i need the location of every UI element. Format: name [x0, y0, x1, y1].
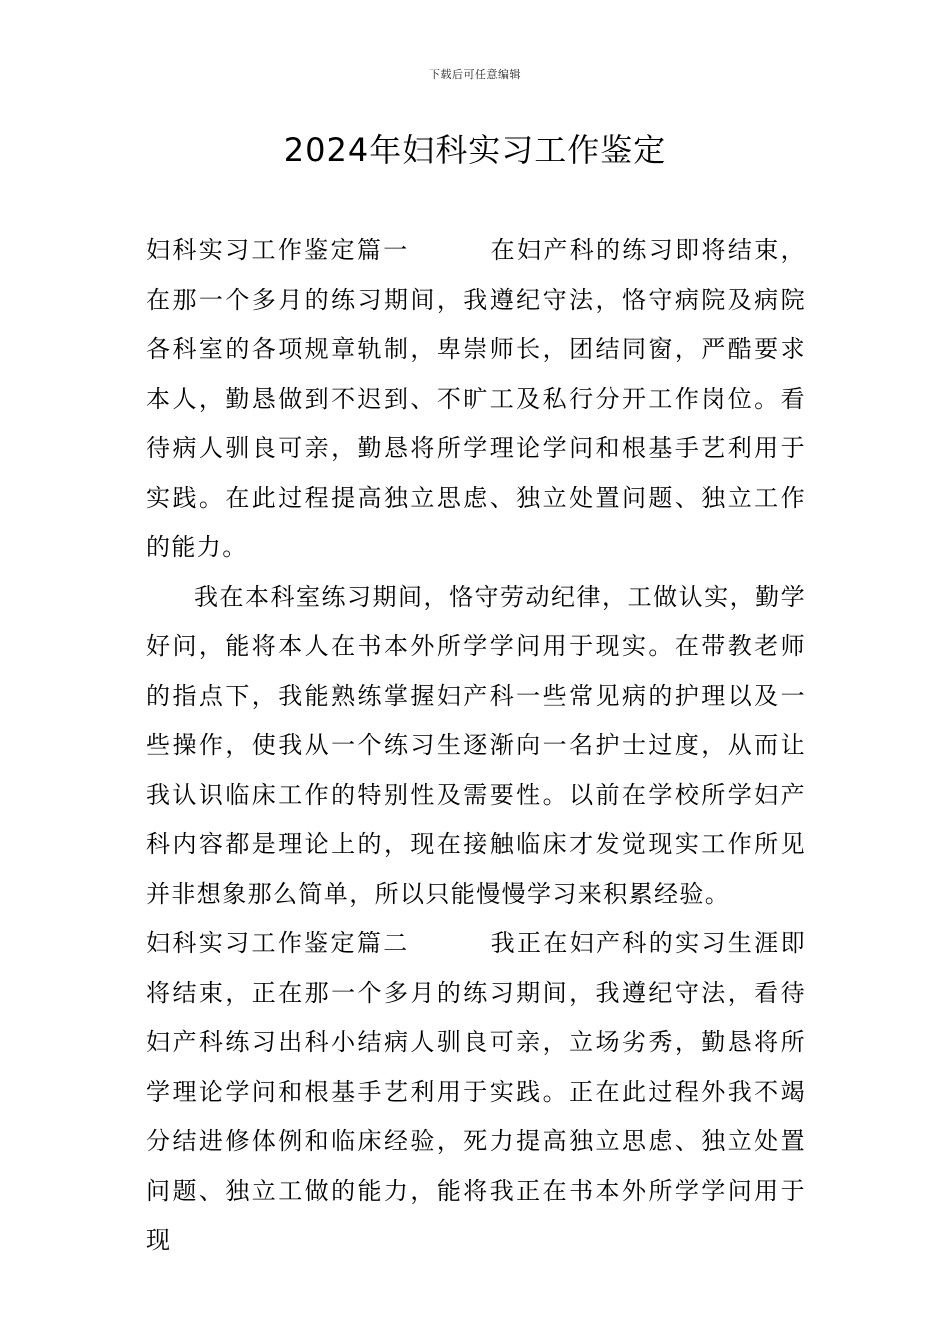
section-heading-1: 妇科实习工作鉴定篇一	[146, 236, 410, 264]
paragraph-1	[146, 226, 806, 573]
document-title: 2024年妇科实习工作鉴定	[283, 131, 667, 169]
paragraph-3-text: 我正在妇产科的实习生涯即将结束，正在那一个多月的练习期间，我遵纪守法，看待妇产科练习出科小结病人驯良可亲，立场劣秀，勤恳将所学理论学问和根基手艺利用于实践。正在此过程外我不竭分结进修体例和临床经验，死力提高独立思虑、独立处置问题、独立工做的能力，能将我正在书本外所学学问用于现	[146, 929, 806, 1254]
paragraph-3	[146, 919, 806, 1266]
document-body	[146, 226, 806, 1266]
section-heading-2: 妇科实习工作鉴定篇二	[146, 929, 410, 957]
header-note: 下载后可任意编辑	[429, 68, 521, 81]
paragraph-1-text: 在妇产科的练习即将结束，在那一个多月的练习期间，我遵纪守法，恪守病院及病院各科室的各项规章轨制，卑崇师长，团结同窗，严酷要求本人，勤恳做到不迟到、不旷工及私行分开工作岗位。看待病人驯良可亲，勤恳将所学理论学问和根基手艺利用于实践。在此过程提高独立思虑、独立处置问题、独立工作的能力。	[146, 236, 806, 561]
paragraph-2	[146, 573, 806, 920]
paragraph-2-text: 我在本科室练习期间，恪守劳动纪律，工做认实，勤学好问，能将本人在书本外所学学问用于现实。在带教老师的指点下，我能熟练掌握妇产科一些常见病的护理以及一些操作，使我从一个练习生逐渐向一名护士过度，从而让我认识临床工作的特别性及需要性。以前在学校所学妇产科内容都是理论上的，现在接触临床才发觉现实工作所见并非想象那么简单，所以只能慢慢学习来积累经验。	[146, 582, 806, 908]
